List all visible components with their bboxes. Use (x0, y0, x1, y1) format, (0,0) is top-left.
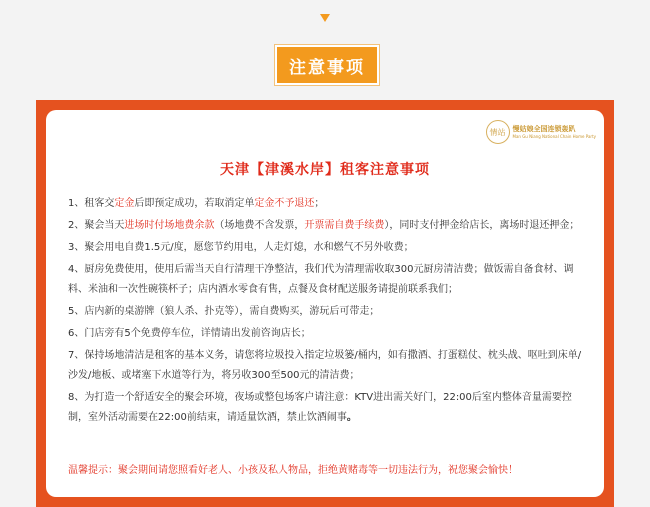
notice-frame (36, 100, 614, 507)
rule-text: 8、为打造一个舒适安全的聚会环境，夜场或整包场客户请注意：KTV进出需关好门，22:00后室内整体音量需要控制，室外活动需要在22:00前结束，请适量饮酒，禁止饮酒闹事 (68, 392, 572, 423)
rule-text: 5、店内新的桌游牌（狼人杀、扑克等），需自费购买，游玩后可带走； (68, 306, 380, 317)
brand-name-en: Man Gu Niang National Chain Home Party (512, 133, 596, 139)
rule-highlight-text: 定金不予退还 (254, 198, 315, 209)
brand-logo-mark-text: 情站 (489, 127, 506, 137)
rules-list (68, 194, 582, 430)
rule-item (68, 216, 582, 236)
rule-item (68, 260, 582, 300)
rule-text: 6、门店旁有5个免费停车位，详情请出发前咨询店长； (68, 328, 311, 339)
brand-logo-mark (486, 120, 510, 144)
document-title: 天津【津溪水岸】租客注意事项 (220, 162, 430, 178)
rule-text: 7、保持场地清洁是租客的基本义务，请您将垃圾投入指定垃圾篓/桶内，如有撒酒、打蛋糕仗、枕头战、呕吐到床单/沙发/地板、或堵塞下水道等行为，将另收300至500元的清洁费； (68, 350, 582, 381)
rule-text: 1、租客交 (68, 198, 115, 209)
brand-logo-text (513, 125, 597, 140)
rule-item (68, 238, 582, 258)
rule-item (68, 388, 582, 428)
rule-text: ； (314, 198, 325, 209)
warm-tip: 温馨提示：聚会期间请您照看好老人、小孩及私人物品，拒绝黄赌毒等一切违法行为，祝您聚会愉快！ (68, 465, 518, 476)
rule-text: 3、聚会用电自费1.5元/度，愿您节约用电，人走灯熄，水和燃气不另外收费； (68, 242, 414, 253)
rule-item (68, 324, 582, 344)
rule-item (68, 194, 582, 214)
rule-text: （场地费不含发票， (214, 220, 305, 231)
rule-text: 2、聚会当天 (68, 220, 125, 231)
rule-text: 。 (346, 412, 357, 423)
section-title (275, 45, 379, 85)
rule-highlight-text: 定金 (114, 198, 135, 209)
rule-item (68, 302, 582, 322)
rule-item (68, 346, 582, 386)
rule-text: 4、厨房免费使用，使用后需当天自行清理干净整洁，我们代为清理需收取300元厨房清洁费；做饭需自备食材、调料、米油和一次性碗筷杯子；店内酒水零食有售，点餐及食材配送服务请提前联系我们； (68, 264, 574, 295)
rule-text: 后即预定成功，若取消定单 (134, 198, 255, 209)
down-arrow-icon (320, 14, 330, 22)
rule-highlight-text: 开票需自费手续费 (304, 220, 385, 231)
brand-logo (486, 120, 597, 144)
notice-card (46, 110, 604, 497)
rule-text: ），同时支付押金给店长，离场时退还押金； (384, 220, 580, 231)
rule-highlight-text: 进场时付场地费余款 (124, 220, 215, 231)
brand-name-cn: 慢姑娘全国连锁轰趴 (512, 124, 576, 133)
section-title-text: 注意事项 (289, 57, 365, 78)
